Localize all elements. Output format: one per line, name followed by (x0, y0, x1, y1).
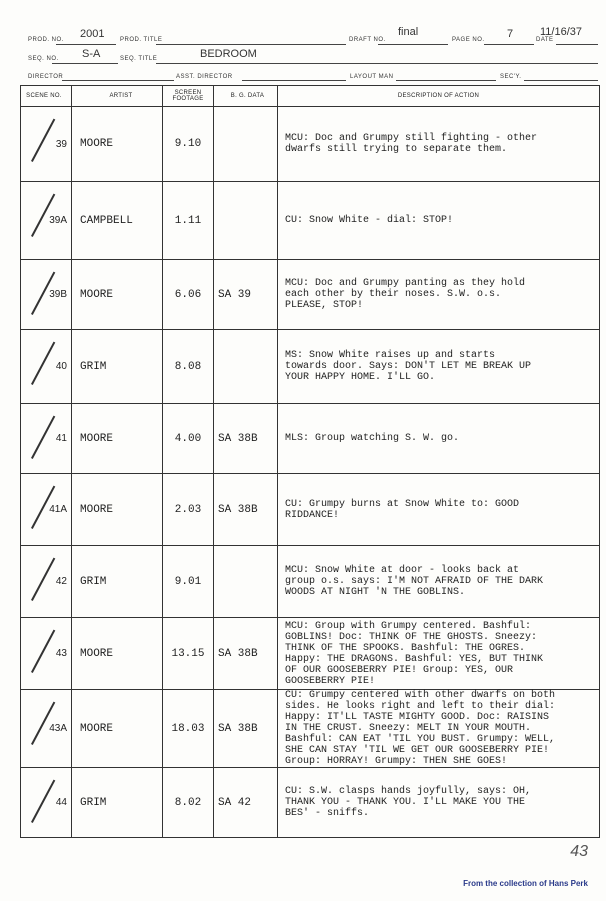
description: CU: Grumpy centered with other dwarfs on both sides. He looks right and left to their dial: Happy: IT'LL TASTE MIGHTY GOOD. Doc: RAISINS IN THE CRUST. Sneezy: MELT IN YOUR MOUTH. Bashful: CAN EAT 'TIL YOU BUST. Grumpy: WELL, SHE CAN STAY 'TIL WE GET OUR GOOSEBERRY PIE! Group: HORRAY! Grumpy: THEN SHE GOES! (278, 690, 600, 768)
table-row (21, 182, 600, 260)
artist: MOORE (72, 260, 163, 330)
date-label: DATE (536, 37, 554, 43)
date-value: 11/16/37 (540, 26, 583, 38)
table-row (21, 690, 600, 768)
description: MCU: Group with Grumpy centered. Bashful: GOBLINS! Doc: THINK OF THE GHOSTS. Sneezy: THINK OF THE SPOOKS. Bashful: THE OGRES. Happy: THE DRAGONS. Bashful: YES, BUT THINK OF OUR GOOSEBERRY PIE! Group: YES, OUR GOOSEBERRY PIE! (278, 618, 600, 690)
bg-data: SA 38B (214, 404, 278, 474)
col-screen-footage: SCREEN FOOTAGE (163, 86, 214, 107)
table-row (21, 404, 600, 474)
bg-data: SA 42 (214, 768, 278, 838)
bg-data: SA 38B (214, 690, 278, 768)
scene-no: 41 (21, 404, 72, 474)
artist: MOORE (72, 107, 163, 182)
scene-no: 43 (21, 618, 72, 690)
scene-no: 44 (21, 768, 72, 838)
screen-footage: 2.03 (163, 474, 214, 546)
col-description: DESCRIPTION OF ACTION (278, 86, 600, 107)
description: CU: Grumpy burns at Snow White to: GOOD RIDDANCE! (278, 474, 600, 546)
seq-title-label: SEQ. TITLE (120, 56, 158, 62)
scene-no: 41A (21, 474, 72, 546)
layout-man-label: LAYOUT MAN (350, 74, 394, 80)
screen-footage: 9.10 (163, 107, 214, 182)
screen-footage: 9.01 (163, 546, 214, 618)
draft-no-label: DRAFT NO. (349, 37, 386, 43)
description: MS: Snow White raises up and starts towards door. Says: DON'T LET ME BREAK UP YOUR HAPPY HOME. I'LL GO. (278, 330, 600, 404)
screen-footage: 8.02 (163, 768, 214, 838)
page-no-value: 7 (507, 28, 514, 40)
artist: MOORE (72, 404, 163, 474)
table-row (21, 768, 600, 838)
screen-footage: 13.15 (163, 618, 214, 690)
screen-footage: 8.08 (163, 330, 214, 404)
scene-no: 40 (21, 330, 72, 404)
bg-data: SA 38B (214, 618, 278, 690)
prod-no-value: 2001 (80, 28, 105, 40)
asst-director-label: ASST. DIRECTOR (176, 74, 233, 80)
page-no-label: PAGE NO. (452, 37, 485, 43)
table-row (21, 260, 600, 330)
screen-footage: 1.11 (163, 182, 214, 260)
scene-no: 39B (21, 260, 72, 330)
bg-data: SA 39 (214, 260, 278, 330)
col-scene-no: SCENE NO. (21, 86, 72, 107)
artist: MOORE (72, 474, 163, 546)
description: CU: Snow White - dial: STOP! (278, 182, 600, 260)
bg-data (214, 107, 278, 182)
scene-no: 42 (21, 546, 72, 618)
scene-sheet-table (20, 85, 600, 838)
table-row (21, 474, 600, 546)
artist: GRIM (72, 330, 163, 404)
description: MCU: Doc and Grumpy still fighting - other dwarfs still trying to separate them. (278, 107, 600, 182)
artist: GRIM (72, 768, 163, 838)
artist: MOORE (72, 618, 163, 690)
secy-label: SEC'Y. (500, 74, 522, 80)
artist: CAMPBELL (72, 182, 163, 260)
bg-data: SA 38B (214, 474, 278, 546)
bg-data (214, 546, 278, 618)
prod-title-label: PROD. TITLE (120, 37, 163, 43)
collection-credit: From the collection of Hans Perk (463, 879, 588, 888)
table-header-row (21, 86, 600, 107)
table-row (21, 546, 600, 618)
seq-no-value: S-A (82, 48, 101, 60)
screen-footage: 18.03 (163, 690, 214, 768)
col-artist: ARTIST (72, 86, 163, 107)
seq-title-value: BEDROOM (200, 48, 257, 60)
description: CU: S.W. clasps hands joyfully, says: OH, THANK YOU - THANK YOU. I'LL MAKE YOU THE BES' - sniffs. (278, 768, 600, 838)
description: MCU: Snow White at door - looks back at group o.s. says: I'M NOT AFRAID OF THE DARK WOODS AT NIGHT 'N THE GOBLINS. (278, 546, 600, 618)
scene-no: 39A (21, 182, 72, 260)
prod-no-label: PROD. NO. (28, 37, 64, 43)
table-row (21, 618, 600, 690)
screen-footage: 6.06 (163, 260, 214, 330)
artist: MOORE (72, 690, 163, 768)
scene-no: 43A (21, 690, 72, 768)
description: MCU: Doc and Grumpy panting as they hold each other by their noses. S.W. o.s. PLEASE, STOP! (278, 260, 600, 330)
draft-no-value: final (398, 26, 419, 38)
scene-no: 39 (21, 107, 72, 182)
artist: GRIM (72, 546, 163, 618)
bg-data (214, 182, 278, 260)
seq-no-label: SEQ. NO. (28, 56, 59, 62)
description: MLS: Group watching S. W. go. (278, 404, 600, 474)
handwritten-page-number: 43 (570, 843, 588, 860)
director-label: DIRECTOR (28, 74, 64, 80)
bg-data (214, 330, 278, 404)
table-row (21, 107, 600, 182)
table-row (21, 330, 600, 404)
screen-footage: 4.00 (163, 404, 214, 474)
col-bg-data: B. G. DATA (214, 86, 278, 107)
